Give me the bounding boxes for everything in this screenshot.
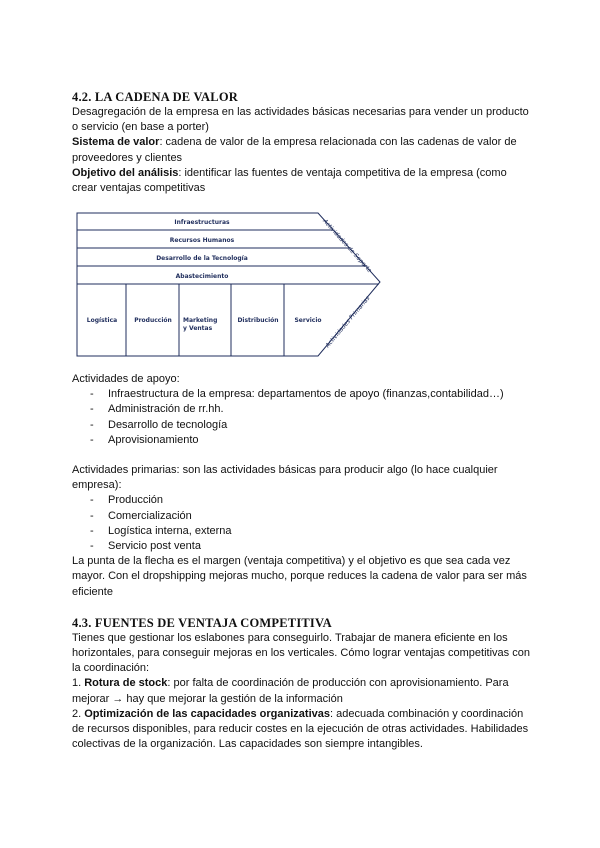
optimizacion-paragraph <box>72 707 532 753</box>
primary-col-label: Producción <box>134 317 172 324</box>
item-number: 2. <box>72 707 85 720</box>
apoyo-list <box>72 387 532 448</box>
list-item: - Desarrollo de tecnología <box>90 418 532 433</box>
primary-col-label: y Ventas <box>183 325 213 332</box>
objetivo-text: : identificar las fuentes de ventaja competitiva de la empresa (como crear ventajas competitivas <box>72 166 507 195</box>
optimizacion-text: : adecuada combinación y coordinación de recursos disponibles, para reducir costes en la ejecución de otras actividades. Habilidades colectivas de la organización. Las capacidades son siempre intangibles. <box>72 707 529 751</box>
section-title: 4.3. FUENTES DE VENTAJA COMPETITIVA <box>72 615 332 630</box>
section-title: 4.2. LA CADENA DE VALOR <box>72 90 238 104</box>
optimizacion-label: Optimización de las capacidades organizativas <box>84 707 330 720</box>
item-number: 1. <box>72 677 85 690</box>
rotura-paragraph <box>72 676 532 706</box>
support-activities-label: Actividades de Soporte <box>321 217 373 275</box>
primary-col-label: Logística <box>86 317 118 324</box>
support-row-label: Infraestructuras <box>174 219 230 226</box>
primary-col-label: Marketing <box>183 317 218 324</box>
primary-col-label: Distribución <box>237 317 279 324</box>
list-item: - Comercialización <box>90 509 532 524</box>
sistema-paragraph <box>72 135 532 165</box>
section2-intro: Tienes que gestionar los eslabones para conseguirlo. Trabajar de manera eficiente en los horizontales, para conseguir mejoras en los verticales. Cómo lograr ventajas competitivas con la coordinación: <box>72 631 530 675</box>
primary-activities-label: Actividades Primarias <box>324 294 372 350</box>
primary-col-label: Servicio <box>294 317 322 324</box>
objetivo-label: Objetivo del análisis <box>72 166 179 179</box>
support-row-label: Abastecimiento <box>175 273 229 280</box>
intro-paragraph: Desagregación de la empresa en las actividades básicas necesarias para vender un producto o servicio (en base a porter) <box>72 106 529 134</box>
support-row-label: Recursos Humanos <box>169 237 235 244</box>
value-chain-svg <box>76 210 386 360</box>
list-item: - Servicio post venta <box>90 539 532 554</box>
rotura-label: Rotura de stock <box>84 677 168 690</box>
closing-paragraph: La punta de la flecha es el margen (ventaja competitiva) y el objetivo es que sea cada vez mayor. Con el dropshipping mejoras mucho, porque reduces la cadena de valor para ser más eficiente <box>72 555 527 598</box>
activities-section <box>72 372 532 752</box>
support-row-label: Desarrollo de la Tecnología <box>156 255 248 262</box>
list-item: - Producción <box>90 493 532 508</box>
objetivo-paragraph <box>72 166 532 196</box>
list-item: - Administración de rr.hh. <box>90 402 532 417</box>
rotura-text: : por falta de coordinación de producción con aprovisionamiento. Para mejorar → hay que mejorar la gestión de la información <box>72 677 509 705</box>
list-item: - Aprovisionamiento <box>90 433 532 448</box>
sistema-label: Sistema de valor <box>72 136 160 149</box>
primarias-heading: Actividades primarias: son las actividades básicas para producir algo (lo hace cualquier empresa): <box>72 464 498 492</box>
list-item: - Logística interna, externa <box>90 524 532 539</box>
value-chain-diagram <box>76 210 386 360</box>
primarias-list <box>72 493 532 554</box>
section-4-2 <box>72 90 532 196</box>
apoyo-heading: Actividades de apoyo: <box>72 373 180 385</box>
list-item: - Infraestructura de la empresa: departamentos de apoyo (finanzas,contabilidad…) <box>90 387 532 402</box>
sistema-text: : cadena de valor de la empresa relacionada con las cadenas de valor de proveedores y clientes <box>72 136 517 164</box>
